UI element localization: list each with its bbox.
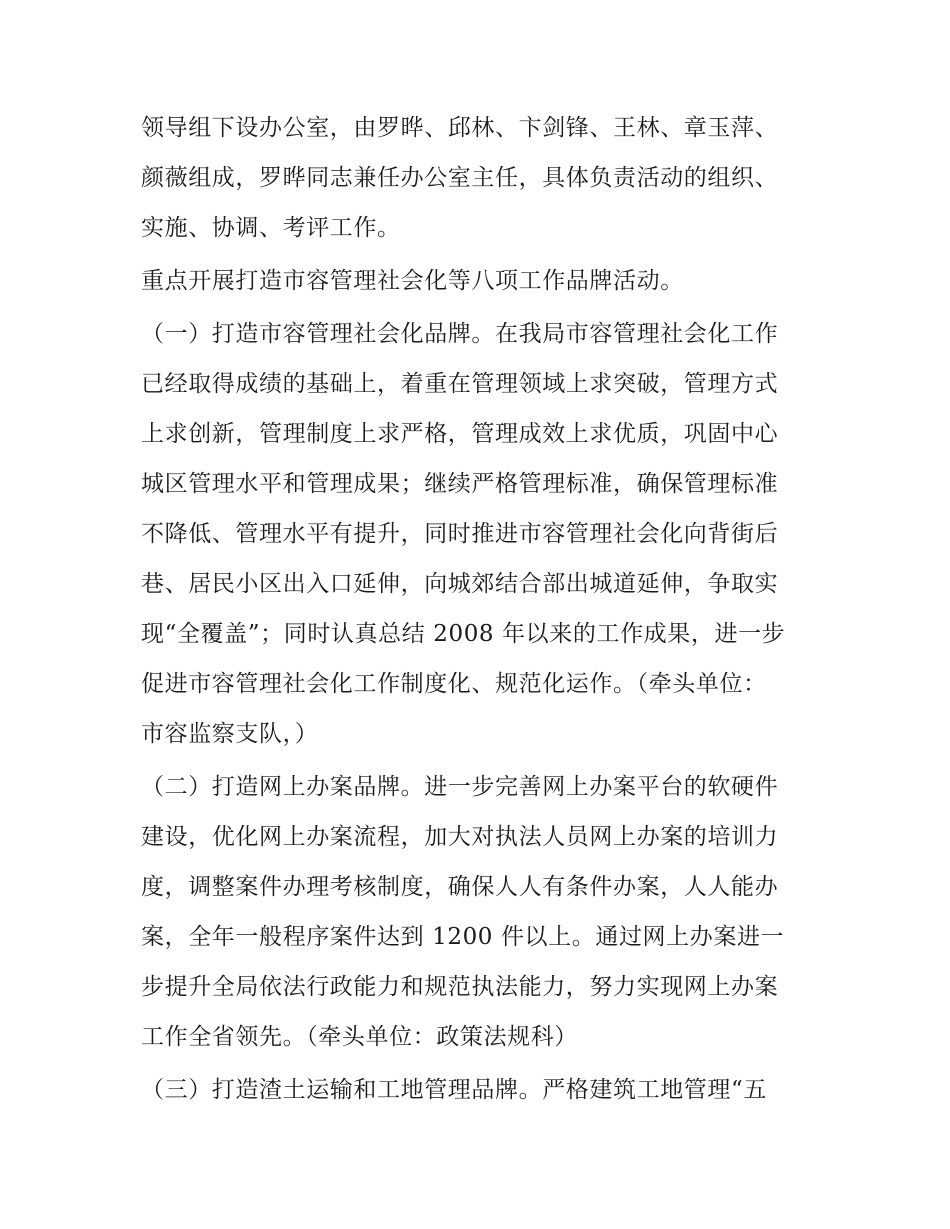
text-line: 工作全省领先。（牵头单位：政策法规科） <box>141 1024 578 1050</box>
text-line: 巷、居民小区出入口延伸，向城郊结合部出城道延伸，争取实 <box>141 571 779 597</box>
text-line: 颜薇组成，罗晔同志兼任办公室主任，具体负责活动的组织、 <box>141 165 779 191</box>
text-line: （三）打造渣土运输和工地管理品牌。严格建筑工地管理“五 <box>141 1077 767 1103</box>
text-line: 现“全覆盖”；同时认真总结 2008 年以来的工作成果，进一步 <box>141 621 786 647</box>
text-line: 度，调整案件办理考核制度，确保人人有条件办案，人人能办 <box>141 874 779 900</box>
text-line: 建设，优化网上办案流程，加大对执法人员网上办案的培训力 <box>141 824 779 850</box>
text-line: 上求创新，管理制度上求严格，管理成效上求优质，巩固中心 <box>141 421 779 447</box>
text-line: 重点开展打造市容管理社会化等八项工作品牌活动。 <box>141 268 684 294</box>
text-line: 案，全年一般程序案件达到 1200 件以上。通过网上办案进一 <box>141 924 785 950</box>
text-line: 促进市容管理社会化工作制度化、规范化运作。（牵头单位： <box>141 671 767 697</box>
text-line: 步提升全局依法行政能力和规范执法能力，努力实现网上办案 <box>141 974 779 1000</box>
text-line: 市容监察支队，） <box>141 721 319 747</box>
text-line: （二）打造网上办案品牌。进一步完善网上办案平台的软硬件 <box>141 774 779 800</box>
text-line: 领导组下设办公室，由罗晔、邱林、卞剑锋、王林、章玉萍、 <box>141 115 779 141</box>
text-line: 实施、协调、考评工作。 <box>141 215 401 241</box>
text-line: 城区管理水平和管理成果；继续严格管理标准，确保管理标准 <box>141 471 779 497</box>
text-line: （一）打造市容管理社会化品牌。在我局市容管理社会化工作 <box>141 321 779 347</box>
text-line: 已经取得成绩的基础上，着重在管理领域上求突破，管理方式 <box>141 371 779 397</box>
text-line: 不降低、管理水平有提升，同时推进市容管理社会化向背街后 <box>141 521 779 547</box>
